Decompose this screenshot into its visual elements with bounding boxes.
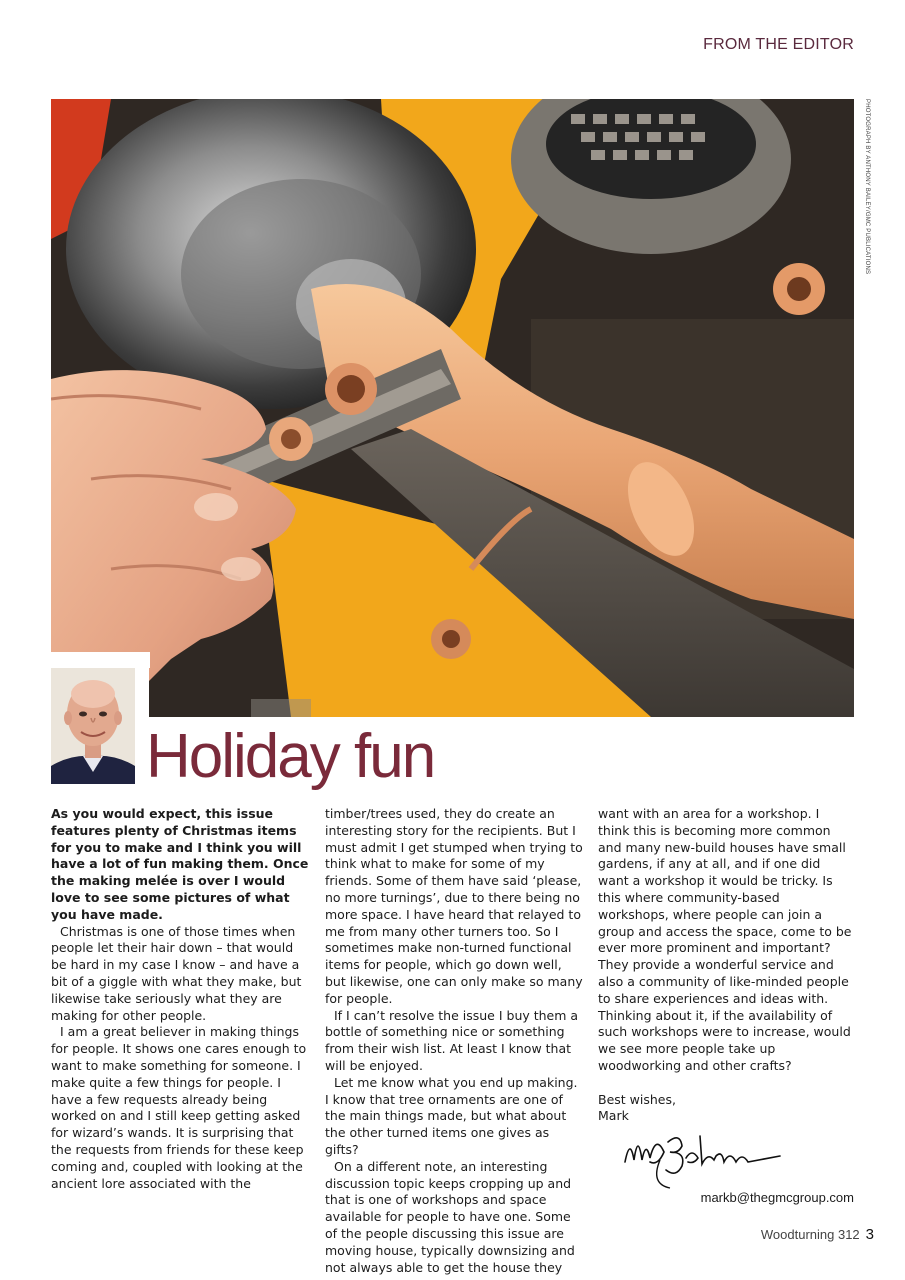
- hero-photo: [51, 99, 854, 717]
- page-footer: [761, 1226, 874, 1243]
- paragraph-5: On a different note, an interesting discussion topic keeps cropping up and that is one of workshops and space available for people to have one. Some of the people discussing this issue are moving house, typically downsizing and not always able to get the house they: [325, 1158, 575, 1275]
- editor-email[interactable]: markb@thegmcgroup.com: [700, 1190, 854, 1205]
- paragraph-3: If I can’t resolve the issue I buy them a bottle of something nice or something from their wish list. At least I know that will be enjoyed.: [325, 1007, 579, 1073]
- editor-avatar: [51, 668, 135, 784]
- portrait-frame: [51, 652, 150, 668]
- paragraph-4: Let me know what you end up making. I know that tree ornaments are one of the main things made, but what about the other turned items one gives as gifts?: [325, 1074, 578, 1157]
- paragraph-2-continued: timber/trees used, they do create an interesting story for the recipients. But I must admit I get stumped when trying to think what to make for some of my friends. Some of them have said ‘please, no more turnings’, due to there being no more space. I have heard that relayed to me from many other turners too. So I sometimes make non-turned functional items for people, which go down well, but likewise, one can only make so many for people.: [325, 806, 583, 1006]
- lathe-illustration: [51, 99, 854, 717]
- signoff: Best wishes,: [598, 1091, 676, 1107]
- signature: [620, 1122, 790, 1192]
- article-title: Holiday fun: [146, 722, 435, 791]
- lead-paragraph: As you would expect, this issue features plenty of Christmas items for you to make and I think you will have a lot of fun making them. Once the making melée is over I would love to see some pictures of what you have made.: [51, 806, 309, 922]
- author-name: Mark: [598, 1108, 629, 1124]
- text-column-2: [325, 806, 583, 1276]
- photo-credit: PHOTOGRAPH BY ANTHONY BAILEY/GMC PUBLICATIONS: [864, 99, 870, 275]
- text-column-1: [51, 806, 311, 1192]
- editor-portrait: [51, 668, 149, 784]
- page-number: 3: [865, 1226, 874, 1243]
- paragraph-2: I am a great believer in making things for people. It shows one cares enough to want to make something for someone. I make quite a few things for people. I have a few requests already being worked on and I still keep getting asked for wizard’s wands. It is surprising that the requests from friends for these keep coming and, coupled with looking at the ancient lore associated with the: [51, 1024, 307, 1191]
- magazine-issue: Woodturning 312: [760, 1227, 860, 1242]
- text-column-3: [598, 806, 854, 1125]
- paragraph-5-continued: want with an area for a workshop. I think this is becoming more common and many new-build houses have small gardens, if any at all, and if one did want a workshop it would be tricky. Is this where community-based workshops, where people can join a group and access the space, come to be ever more prominent and important? They provide a wonderful service and also a community of like-minded people to share experiences and ideas with. Thinking about it, if the availability of such workshops were to increase, would we see more people take up woodworking and other crafts?: [598, 806, 852, 1073]
- section-label: FROM THE EDITOR: [703, 36, 854, 53]
- paragraph-1: Christmas is one of those times when people let their hair down – that would be hard in my case I know – and have a bit of a giggle with what they make, but likewise take seriously what they are making for other people.: [51, 923, 302, 1023]
